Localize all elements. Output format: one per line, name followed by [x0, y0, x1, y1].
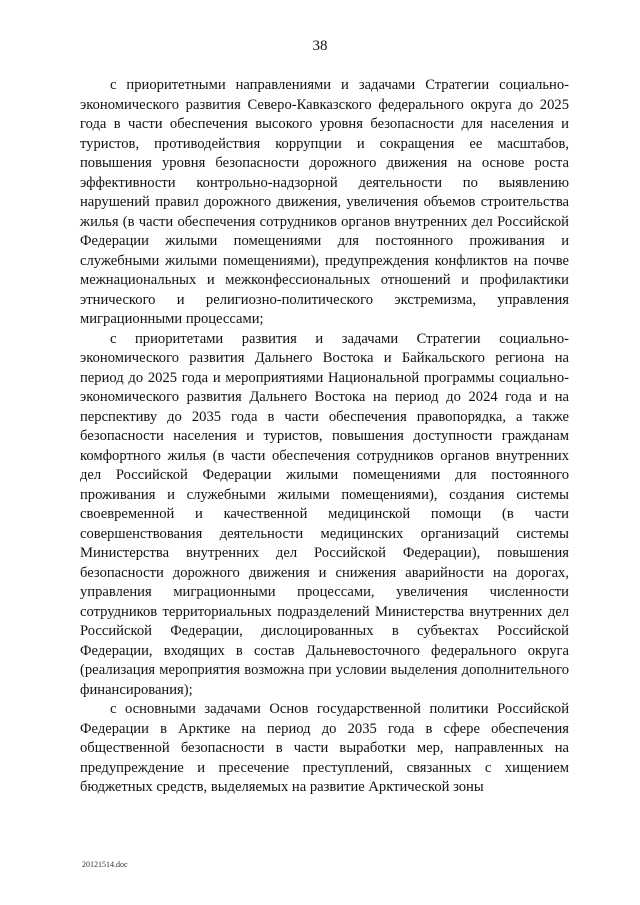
paragraph-north-caucasus: с приоритетными направлениями и задачами Стратегии социально-экономического развития Северо-Кавказского федерального округа до 2025 года в части обеспечения высокого уровня безопасности для населения и туристов, противодействия коррупции и сокращения ее масштабов, повышения уровня безопасности дорожного движения на основе роста эффективности контрольно-надзорной деятельности по выявлению нарушений правил дорожного движения, увеличения объемов строительства жилья (в части обеспечения сотрудников органов внутренних дел Российской Федерации жилыми помещениями для постоянного проживания и служебными жилыми помещениями), предупреждения конфликтов на почве межнациональных и межконфессиональных отношений и профилактики этнического и религиозно-политического экстремизма, управления миграционными процессами; [80, 77, 569, 327]
paragraph-arctic: с основными задачами Основ государственной политики Российской Федерации в Арктике на период до 2035 года в сфере обеспечения общественной безопасности в части выработки мер, направленных на предупреждение и пресечение преступлений, связанных с хищением бюджетных средств, выделяемых на развитие Арктической зоны [80, 701, 569, 795]
paragraph-far-east: с приоритетами развития и задачами Стратегии социально-экономического развития Дальнего Востока и Байкальского региона на период до 2025 года и мероприятиями Национальной программы социально-экономического развития Дальнего Востока на период до 2024 года и на перспективу до 2035 года в части обеспечения правопорядка, а также безопасности населения и туристов, повышения доступности гражданам комфортного жилья (в части обеспечения сотрудников органов внутренних дел Российской Федерации жилыми помещениями для постоянного проживания и служебными жилыми помещениями), создания системы своевременной и качественной медицинской помощи (в части совершенствования деятельности медицинских организаций системы Министерства внутренних дел Российской Федерации), повышения безопасности дорожного движения и снижения аварийности на дорогах, управления миграционными процессами, увеличения численности сотрудников территориальных подразделений Министерства внутренних дел Российской Федерации, дислоцированных в субъектах Российской Федерации, входящих в состав Дальневосточного федерального округа (реализация мероприятия возможна при условии выделения дополнительного финансирования); [80, 330, 569, 698]
footer-doc-code: 20121514.doc [82, 860, 128, 869]
document-body [80, 76, 569, 798]
page-number: 38 [312, 38, 328, 54]
